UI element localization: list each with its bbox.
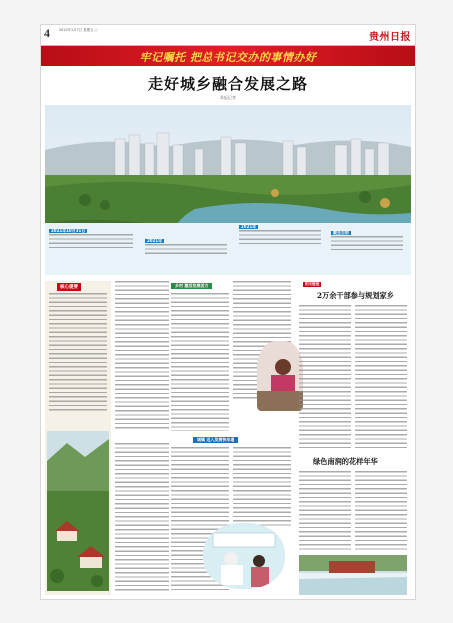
timeline-date: 截至目前 — [333, 230, 349, 235]
headline: 走好城乡融合发展之路 — [147, 75, 308, 93]
article-column — [233, 447, 291, 527]
page-number: 4 — [44, 26, 50, 40]
related-tag: 相关链接 — [305, 282, 320, 286]
worker-photo — [257, 341, 303, 411]
timeline-entry — [239, 225, 323, 247]
paper-name: 贵州日报 — [369, 32, 411, 43]
article-column — [299, 305, 351, 449]
issue-meta: 2022年1月7日 星期五 ○ — [59, 28, 98, 32]
timeline-text — [49, 234, 133, 251]
right-lower-heading: 绿色南润的花样年华 — [313, 457, 378, 466]
banner-text: 牢记嘱托 把总书记交办的事情办好 — [139, 51, 317, 64]
article-column — [115, 281, 169, 431]
right-section-heading: 2万余干部参与规划家乡 — [317, 291, 394, 300]
timeline-text — [331, 236, 403, 253]
worker-illustration — [257, 341, 303, 411]
timeline-date: 2021年 — [147, 238, 163, 243]
timeline-entry — [49, 229, 137, 251]
byline: 本报记者 — [220, 95, 236, 100]
sidebar-tag: 核心提要 — [57, 283, 81, 291]
medical-photo — [203, 523, 285, 589]
article-column — [355, 305, 407, 449]
waterfall-photo — [299, 555, 407, 595]
newspaper-page — [40, 24, 416, 600]
section-tag-town: 城镇 迈入发展快车道 — [193, 437, 238, 443]
timeline-entry — [145, 239, 231, 257]
timeline-date: 2021年 — [241, 224, 257, 229]
timeline-text — [239, 230, 321, 247]
timeline-entry — [331, 231, 407, 253]
timeline-text — [145, 244, 227, 257]
theme-banner — [41, 46, 415, 66]
article-column — [171, 293, 229, 431]
article-column — [355, 471, 407, 551]
page-header — [41, 25, 415, 46]
waterfall-illustration — [299, 555, 407, 595]
sidebar-text — [49, 293, 107, 413]
medical-illustration — [203, 523, 285, 589]
summary-sidebar — [45, 281, 111, 595]
timeline-band — [45, 223, 411, 275]
timeline-date: 2021年10月31日 — [51, 228, 86, 233]
village-illustration — [47, 431, 109, 591]
article-column — [299, 471, 351, 551]
section-tag-village: 乡村 激活发展活力 — [171, 283, 212, 289]
article-column — [115, 443, 169, 593]
mountain-village-photo — [47, 431, 109, 591]
